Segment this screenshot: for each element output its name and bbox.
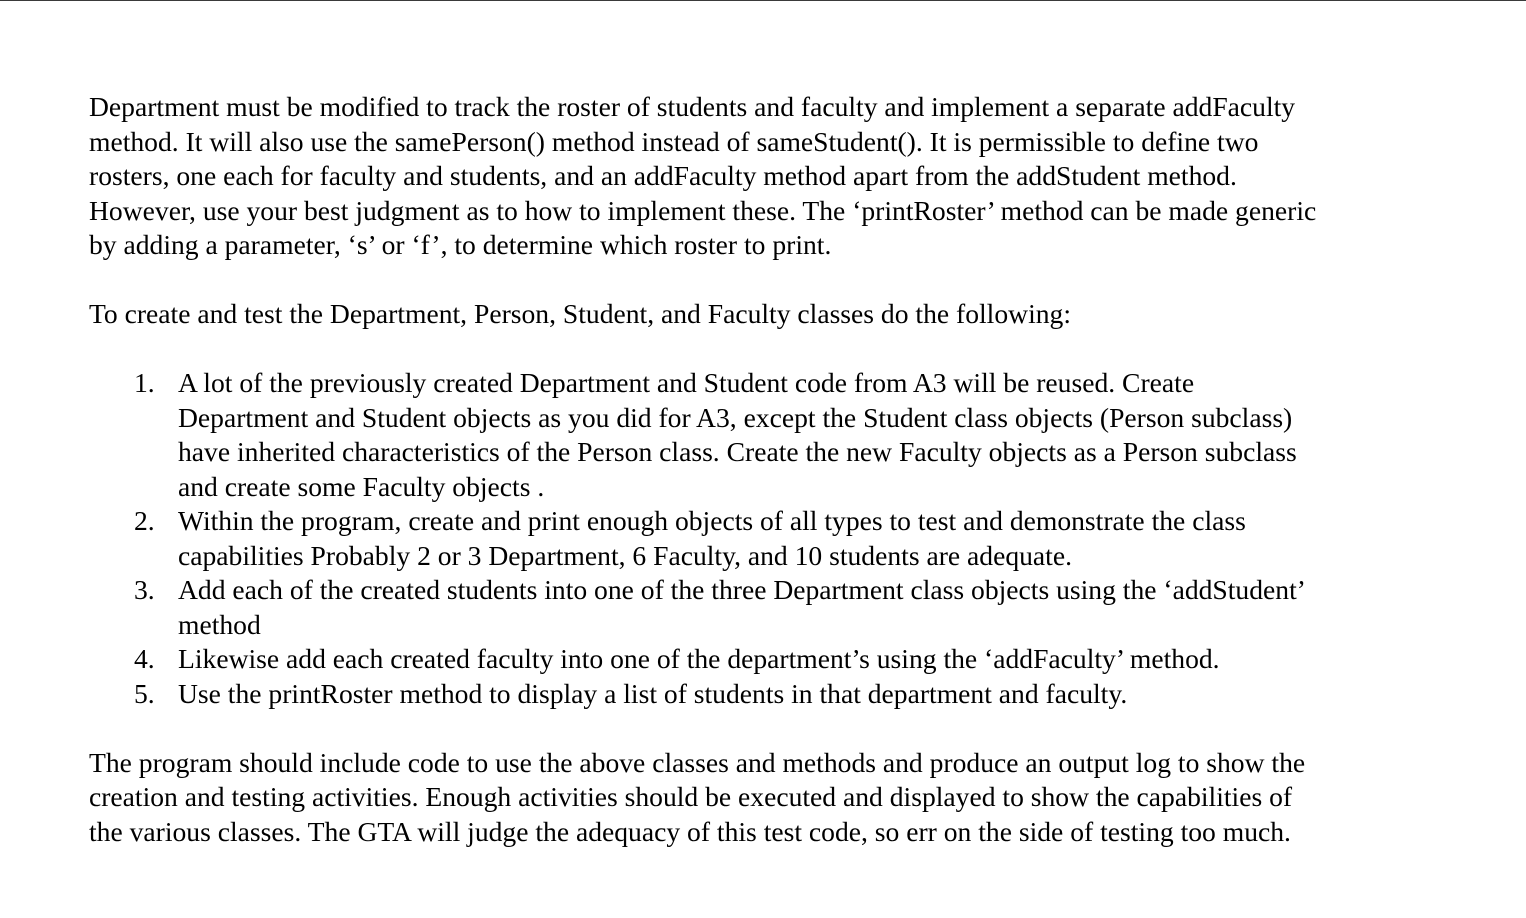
instruction-paragraph: To create and test the Department, Person, Student, and Faculty classes do the following: [89, 298, 1072, 329]
intro-line: Department must be modified to track the roster of students and faculty and implement a separate addFaculty [89, 91, 1296, 122]
list-item-line: Add each of the created students into one of the three Department class objects using the ‘addStudent’ [178, 574, 1306, 605]
list-item [89, 677, 1489, 712]
list-item-line: A lot of the previously created Department and Student code from A3 will be reused. Create [178, 367, 1195, 398]
list-item-line: Within the program, create and print enough objects of all types to test and demonstrate the class [178, 505, 1246, 536]
list-item-number: 4. [134, 643, 155, 674]
intro-line: rosters, one each for faculty and students, and an addFaculty method apart from the addStudent method. [89, 160, 1237, 191]
closing-line: creation and testing activities. Enough activities should be executed and displayed to show the capabilities of [89, 781, 1293, 812]
list-item [89, 573, 1489, 642]
list-item-line: and create some Faculty objects . [178, 470, 545, 502]
list-item [89, 642, 1489, 677]
document-page [89, 90, 1489, 849]
list-item-line: Use the printRoster method to display a list of students in that department and faculty. [178, 677, 1128, 709]
list-item-line: have inherited characteristics of the Person class. Create the new Faculty objects as a Person subclass [178, 436, 1297, 467]
paragraph-spacer [89, 711, 1489, 746]
list-item-number: 2. [134, 505, 155, 536]
list-item-line: Department and Student objects as you did for A3, except the Student class objects (Person subclass) [178, 401, 1293, 433]
intro-paragraph [89, 90, 1489, 263]
list-item [89, 366, 1489, 504]
paragraph-spacer [89, 263, 1489, 298]
intro-line: by adding a parameter, ‘s’ or ‘f’, to determine which roster to print. [89, 229, 832, 260]
intro-line: However, use your best judgment as to how to implement these. The ‘printRoster’ method can be made generic [89, 194, 1317, 226]
list-item-line: Likewise add each created faculty into one of the department’s using the ‘addFaculty’ method. [178, 643, 1220, 674]
closing-paragraph [89, 746, 1489, 850]
top-border-line [0, 0, 1526, 1]
list-item-number: 1. [134, 367, 155, 398]
list-item-number: 3. [134, 574, 155, 605]
list-item-line: method [178, 608, 261, 640]
closing-line: the various classes. The GTA will judge the adequacy of this test code, so err on the side of testing too much. [89, 815, 1291, 847]
steps-list [89, 366, 1489, 711]
intro-line: method. It will also use the samePerson() method instead of sameStudent(). It is permissible to define two [89, 125, 1259, 157]
list-item-number: 5. [134, 677, 155, 709]
closing-line: The program should include code to use the above classes and methods and produce an output log to show the [89, 746, 1306, 778]
paragraph-spacer [89, 332, 1489, 367]
list-item [89, 504, 1489, 573]
list-item-line: capabilities Probably 2 or 3 Department, 6 Faculty, and 10 students are adequate. [178, 539, 1072, 571]
